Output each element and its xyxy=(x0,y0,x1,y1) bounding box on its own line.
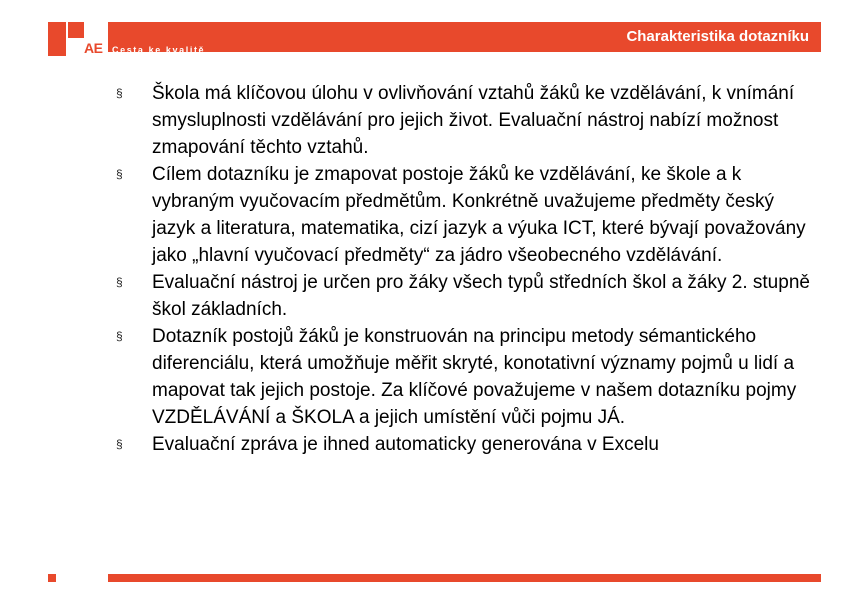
logo-text: AE xyxy=(84,40,103,56)
page-title: Charakteristika dotazníku xyxy=(626,28,809,45)
bullet-item xyxy=(112,323,812,431)
bullet-text: Škola má klíčovou úlohu v ovlivňování vztahů žáků ke vzdělávání, k vnímání smysluplnosti vzdělávání pro jejich život. Evaluační nástroj nabízí možnost zmapování těchto vztahů. xyxy=(152,83,795,158)
bullet-marker: § xyxy=(116,275,123,289)
bullet-item xyxy=(112,431,812,458)
bullet-item xyxy=(112,269,812,323)
bullet-text: Dotazník postojů žáků je konstruován na principu metody sémantického diferenciálu, která umožňuje měřit skryté, konotativní významy pojmů u lidí a mapovat tak jejich postoje. Za klíčové považujeme v našem dotazníku pojmy VZDĚLÁVÁNÍ a ŠKOLA a jejich umístění vůči pojmu JÁ. xyxy=(152,326,797,428)
footer-square xyxy=(48,574,56,582)
bullet-marker: § xyxy=(116,167,123,181)
bullet-text: Cílem dotazníku je zmapovat postoje žáků ke vzdělávání, ke škole a k vybraným vyučovacím předmětům. Konkrétně uvažujeme předměty český jazyk a literatura, matematika, cizí jazyk a výuka ICT, které bývají považovány jako „hlavní vyučovací předměty“ za jádro všeobecného vzdělávání. xyxy=(152,164,806,266)
logo-block-large xyxy=(48,22,66,56)
bullet-marker: § xyxy=(116,86,123,100)
bullet-marker: § xyxy=(116,329,123,343)
logo-block-small xyxy=(68,22,84,38)
footer-bar xyxy=(108,574,821,582)
bullet-text: Evaluační zpráva je ihned automaticky generována v Excelu xyxy=(152,434,659,455)
bullet-marker: § xyxy=(116,437,123,451)
slogan: Cesta ke kvalitě xyxy=(112,45,206,55)
bullet-item xyxy=(112,80,812,161)
bullet-item xyxy=(112,161,812,269)
header-bar xyxy=(108,22,821,52)
bullet-list xyxy=(112,80,812,458)
logo xyxy=(48,22,106,58)
bullet-text: Evaluační nástroj je určen pro žáky všech typů středních škol a žáky 2. stupně škol základních. xyxy=(152,272,810,320)
